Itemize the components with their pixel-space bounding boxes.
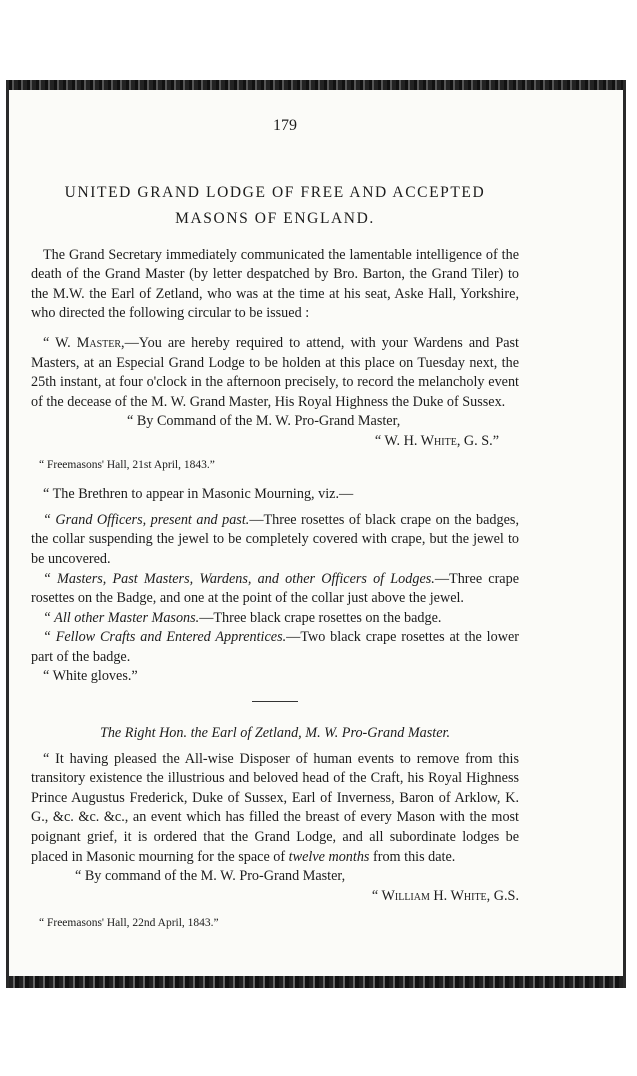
page-number: 179: [273, 117, 297, 134]
mourning-item-label: “ Grand Officers, present and past.: [43, 511, 250, 528]
title-line-2: MASONS OF ENGLAND.: [175, 209, 375, 227]
intro-paragraph: The Grand Secretary immediately communicated the lamentable intelligence of the death of the Grand Master (by letter despatched by Bro. Barton, the Grand Tiler) to the M.W. the Earl of Zetland, who was at the time at his seat, Aske Hall, Yorkshire, who directed the following circular to be issued :: [31, 246, 519, 322]
mourning-item: [31, 628, 519, 667]
proclamation-body: [31, 750, 519, 868]
proclamation-heading: The Right Hon. the Earl of Zetland, M. W. Pro-Grand Master.: [99, 725, 451, 742]
mourning-item-text: —Three crape rosettes on the Badge, and one at the point of the collar just above the jewel.: [31, 570, 519, 607]
circular-signature: “ W. H. White, G. S.”: [374, 432, 499, 449]
mourning-item-label: “ Fellow Crafts and Entered Apprentices.: [43, 629, 287, 646]
mourning-item: [31, 667, 519, 687]
proclamation-dateline: “ Freemasons' Hall, 22nd April, 1843.”: [39, 917, 219, 930]
mourning-item-label: “ All other Master Masons.: [43, 609, 200, 626]
mourning-intro: “ The Brethren to appear in Masonic Mourning, viz.—: [43, 486, 354, 503]
proclamation-signature: “ William H. White, G.S.: [371, 887, 519, 904]
mourning-item: [31, 609, 519, 629]
proclamation-command: “ By command of the M. W. Pro-Grand Master,: [75, 868, 346, 885]
proclamation-body-end: from this date.: [369, 848, 456, 865]
circular-salutation: “ W. Master,: [43, 334, 125, 351]
circular-command: “ By Command of the M. W. Pro-Grand Master,: [127, 413, 401, 430]
mourning-item-label: “ Masters, Past Masters, Wardens, and other Officers of Lodges.: [43, 570, 435, 587]
page-content: [31, 116, 519, 934]
document-title: [31, 180, 519, 232]
circular-body: —You are hereby required to attend, with your Wardens and Past Masters, at an Especial Grand Lodge to be holden at this place on Tuesday next, the 25th instant, at four o'clock in the afternoon precisely, to record the melancholy event of the decease of the M. W. Grand Master, His Royal Highness the Duke of Sussex.: [31, 334, 519, 410]
title-line-1: UNITED GRAND LODGE OF FREE AND ACCEPTED: [64, 183, 486, 201]
mourning-item: [31, 511, 519, 570]
circular-paragraph: [31, 334, 519, 412]
page-frame: [6, 80, 626, 988]
section-divider: [252, 701, 298, 702]
mourning-item-text: “ White gloves.”: [43, 668, 138, 685]
mourning-item-text: —Three rosettes of black crape on the badges, the collar suspending the jewel to be completely covered with crape, but the jewel to be uncovered.: [31, 511, 519, 567]
mourning-item-text: —Two black crape rosettes at the lower part of the badge.: [31, 629, 519, 665]
proclamation-body-italic: twelve months: [288, 848, 370, 865]
mourning-item-text: —Three black crape rosettes on the badge.: [199, 609, 442, 626]
circular-dateline: “ Freemasons' Hall, 21st April, 1843.”: [39, 458, 215, 471]
proclamation-body-start: “ It having pleased the All-wise Disposer of human events to remove from this transitory existence the illustrious and beloved head of the Craft, his Royal Highness Prince Augustus Frederick, Duke of Sussex, Earl of Inverness, Baron of Arklow, K. G., &c. &c. &c., an event which has filled the breast of every Mason with the most poignant grief, it is ordered that the Grand Lodge, and all subordinate lodges be placed in Masonic mourning for the space of: [31, 750, 519, 865]
mourning-item: [31, 570, 519, 609]
